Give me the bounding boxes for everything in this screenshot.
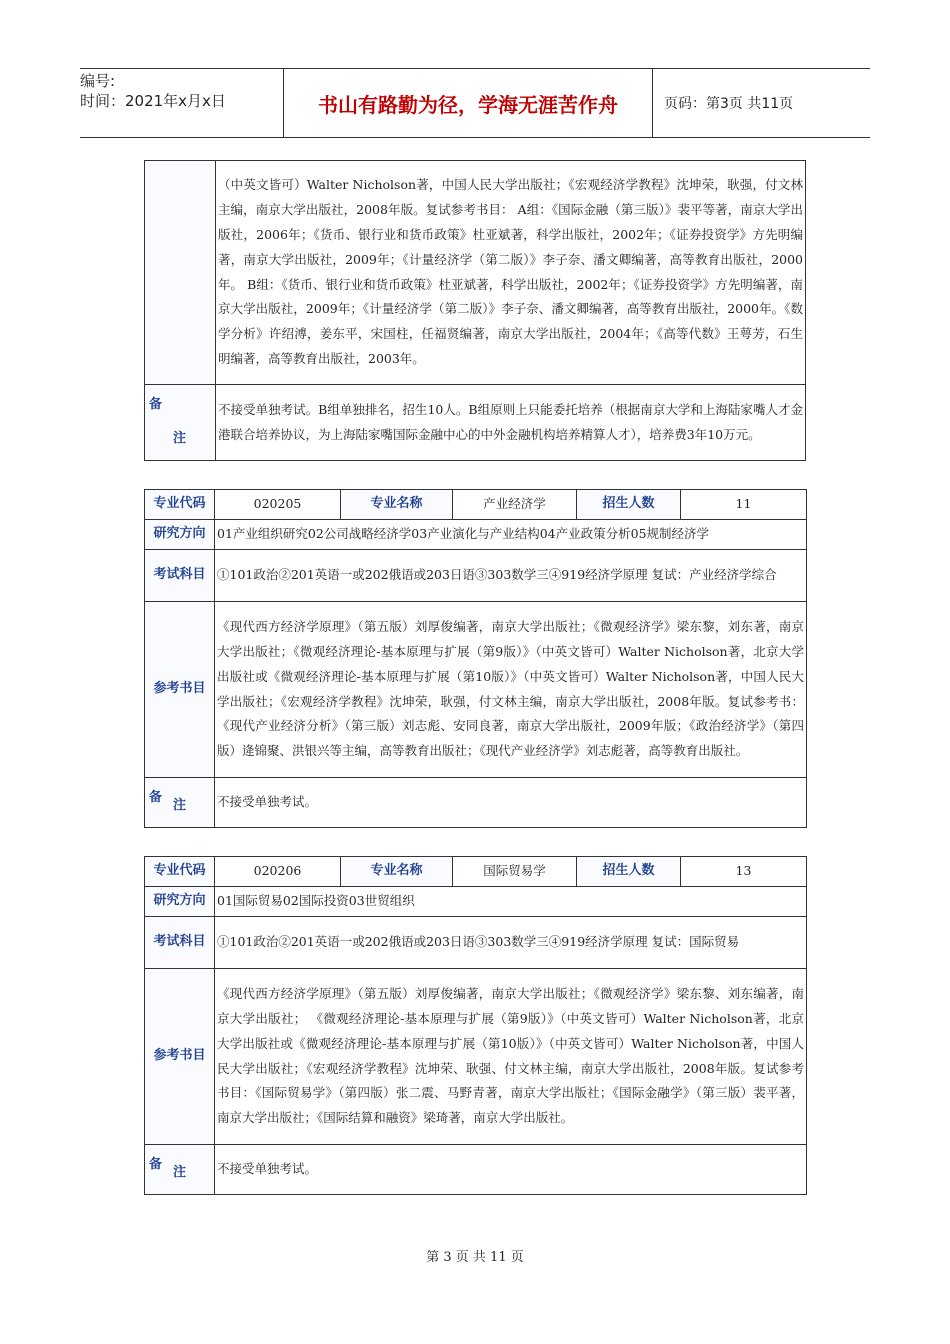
note-text: 不接受单独考试。	[215, 778, 807, 828]
major-name: 产业经济学	[453, 490, 577, 520]
ref-label: 参考书目	[145, 602, 215, 778]
note-label: 备 注	[145, 778, 215, 828]
note-text: 不接受单独考试。	[215, 1145, 807, 1195]
direction-text: 01国际贸易02国际投资03世贸组织	[215, 887, 807, 917]
quota-label: 招生人数	[577, 857, 681, 887]
major-table-020205	[144, 489, 807, 828]
exam-label: 考试科目	[145, 917, 215, 969]
major-code: 020206	[215, 857, 341, 887]
ref-label: 参考书目	[145, 969, 215, 1145]
empty-label-cell	[145, 161, 216, 385]
note-label: 备 注	[145, 1145, 215, 1195]
note-text: 不接受单独考试。B组单独排名，招生10人。B组原则上只能委托培养（根据南京大学和上海陆家嘴人才金港联合培养协议，为上海陆家嘴国际金融中心的中外金融机构培养精算人才），培养费3年10万元。	[216, 385, 806, 461]
name-label: 专业名称	[341, 857, 453, 887]
direction-text: 01产业组织研究02公司战略经济学03产业演化与产业结构04产业政策分析05规制经济学	[215, 520, 807, 550]
name-label: 专业名称	[341, 490, 453, 520]
ref-text: 《现代西方经济学原理》（第五版）刘厚俊编著，南京大学出版社；《微观经济学》梁东黎、刘东编著，南京大学出版社； 《微观经济理论-基本原理与扩展（第9版）》（中英文皆可）Walter Nicholson著，北京大学出版社或《微观经济理论-基本原理与扩展（第10版）》（中英文皆可）Walter Nicholson著，中国人民大学出版社；《宏观经济学教程》沈坤荣、耿强、付文林主编，南京大学出版社，2008年版。复试参考书目：《国际贸易学》（第四版）张二震、马野青著，南京大学出版社；《国际金融学》（第三版）裴平著，南京大学出版社；《国际结算和融资》梁琦著，南京大学出版社。	[215, 969, 807, 1145]
header-motto: 书山有路勤为径，学海无涯苦作舟	[283, 69, 653, 137]
major-table-020206	[144, 856, 807, 1195]
code-label: 专业代码	[145, 857, 215, 887]
ref-text: 《现代西方经济学原理》（第五版）刘厚俊编著，南京大学出版社；《微观经济学》梁东黎，刘东著，南京大学出版社；《微观经济理论-基本原理与扩展（第9版）》（中英文皆可）Walter Nicholson著，北京大学出版社或《微观经济理论-基本原理与扩展（第10版）》（中英文皆可）Walter Nicholson著，中国人民大学出版社；《宏观经济学教程》沈坤荣，耿强，付文林主编，南京大学出版社，2008年版。复试参考书：《现代产业经济分析》（第三版）刘志彪、安同良著，南京大学出版社，2009年版；《政治经济学》（第四版）逄锦聚、洪银兴等主编，高等教育出版社；《现代产业经济学》刘志彪著，高等教育出版社。	[215, 602, 807, 778]
header-page-code: 页码：第3页 共11页	[664, 96, 794, 112]
header-meta	[80, 69, 280, 139]
number-label: 编号:	[80, 72, 116, 90]
direction-label: 研究方向	[145, 887, 215, 917]
quota-value: 11	[681, 490, 807, 520]
quota-label: 招生人数	[577, 490, 681, 520]
section-continued	[144, 160, 806, 461]
major-name: 国际贸易学	[453, 857, 577, 887]
page-header	[80, 68, 870, 138]
exam-text: ①101政治②201英语一或202俄语或203日语③303数学三④919经济学原理 复试：国际贸易	[215, 917, 807, 969]
quota-value: 13	[681, 857, 807, 887]
direction-label: 研究方向	[145, 520, 215, 550]
exam-label: 考试科目	[145, 550, 215, 602]
exam-text: ①101政治②201英语一或202俄语或203日语③303数学三④919经济学原理 复试：产业经济学综合	[215, 550, 807, 602]
time-label: 时间：2021年x月x日	[80, 92, 226, 110]
major-code: 020205	[215, 490, 341, 520]
note-label: 备 注	[145, 385, 216, 461]
page-footer: 第 3 页 共 11 页	[426, 1250, 524, 1265]
code-label: 专业代码	[145, 490, 215, 520]
reference-books-text: （中英文皆可）Walter Nicholson著，中国人民大学出版社；《宏观经济学教程》沈坤荣，耿强，付文林主编，南京大学出版社，2008年版。复试参考书目： A组：《国际金融（第三版）》裴平等著，南京大学出版社，2006年；《货币、银行业和货币政策》杜亚斌著，科学出版社，2002年；《证券投资学》方先明编著，南京大学出版社，2009年；《计量经济学（第二版）》李子奈、潘文卿编著，高等教育出版社，2000年。 B组：《货币、银行业和货币政策》杜亚斌著，科学出版社，2002年；《证券投资学》方先明编著，南京大学出版社，2009年；《计量经济学（第二版）》李子奈、潘文卿编著，高等教育出版社，2000年。《数学分析》许绍溥，姜东平，宋国柱，任福贤编著，南京大学出版社，2004年；《高等代数》王萼芳，石生明编著，高等教育出版社，2003年。	[216, 161, 806, 385]
